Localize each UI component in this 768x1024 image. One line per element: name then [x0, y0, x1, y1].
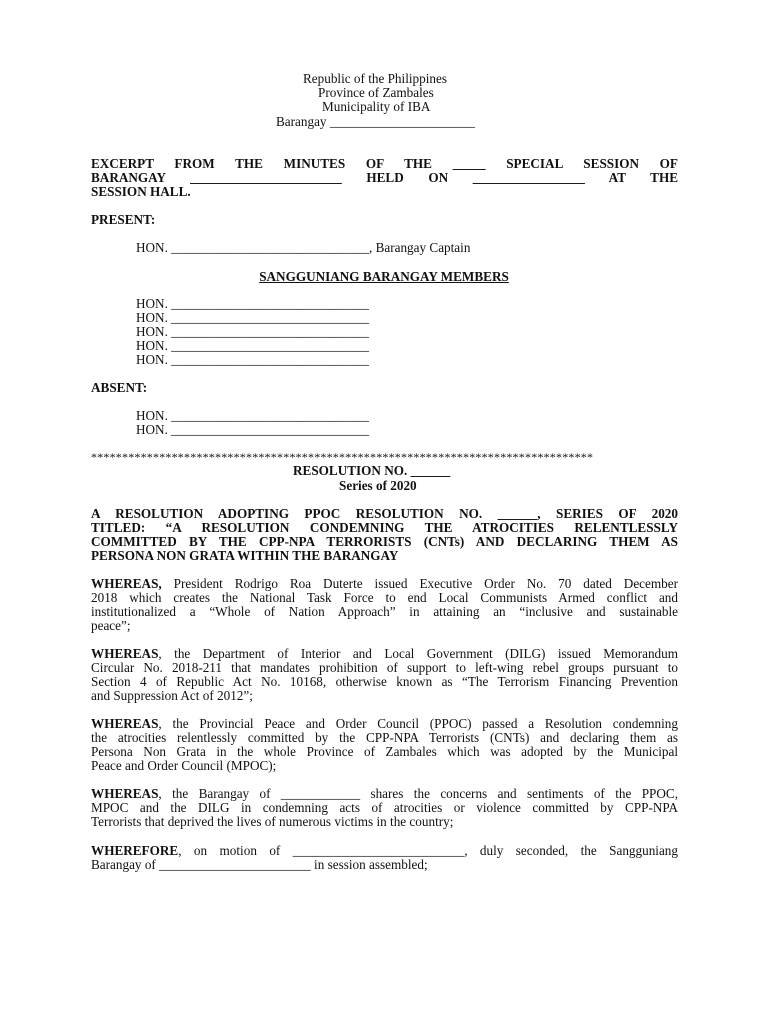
captain-line: HON. ______________________________, Barangay Captain — [136, 240, 471, 255]
member-line: HON. ______________________________ — [136, 324, 369, 339]
header-municipality: Municipality of IBA — [322, 99, 431, 114]
whereas-text: President Rodrigo Roa Duterte issued Executive Order No. 70 dated December — [161, 576, 678, 591]
header-barangay: Barangay ______________________ — [276, 114, 475, 129]
whereas-keyword: WHEREAS — [91, 786, 159, 801]
resolution-number: RESOLUTION NO. ______ — [293, 463, 451, 478]
whereas-3-line-4: Peace and Order Council (MPOC); — [91, 758, 277, 773]
excerpt-line-1: EXCERPT FROM THE MINUTES OF THE _____ SPECIAL SESSION OF — [91, 156, 678, 171]
whereas-text: , the Department of Interior and Local Government (DILG) issued Memorandum — [158, 646, 678, 661]
whereas-4-line-3: Terrorists that deprived the lives of numerous victims in the country; — [91, 814, 454, 829]
header-province: Province of Zambales — [318, 85, 434, 100]
whereas-4-line-2: MPOC and the DILG in condemning acts of atrocities or violence committed by CPP-NPA — [91, 800, 678, 815]
absent-label: ABSENT: — [91, 380, 148, 395]
whereas-text: , the Provincial Peace and Order Council (PPOC) passed a Resolution condemning — [158, 716, 678, 731]
whereas-1-line-4: peace”; — [91, 618, 131, 633]
wherefore-keyword: WHEREFORE — [91, 843, 179, 858]
whereas-2-line-4: and Suppression Act of 2012”; — [91, 688, 253, 703]
whereas-1-line-3: institutionalized a “Whole of Nation Approach” in attaining an “inclusive and sustainable — [91, 604, 678, 619]
member-line: HON. ______________________________ — [136, 338, 369, 353]
resolution-title-line: COMMITTED BY THE CPP-NPA TERRORISTS (CNTs) AND DECLARING THEM AS — [91, 534, 678, 549]
excerpt-line-3: SESSION HALL. — [91, 184, 191, 199]
member-line: HON. ______________________________ — [136, 352, 369, 367]
resolution-series: Series of 2020 — [339, 478, 417, 493]
whereas-3-line-3: Persona Non Grata in the whole Province of Zambales which was adopted by the Municipal — [91, 744, 678, 759]
members-heading: SANGGUNIANG BARANGAY MEMBERS — [259, 269, 509, 284]
whereas-keyword: WHEREAS — [91, 646, 159, 661]
absent-member-line: HON. ______________________________ — [136, 408, 369, 423]
header-republic: Republic of the Philippines — [303, 71, 447, 86]
resolution-title-line: A RESOLUTION ADOPTING PPOC RESOLUTION NO. ______, SERIES OF 2020 — [91, 506, 678, 521]
absent-member-line: HON. ______________________________ — [136, 422, 369, 437]
whereas-text: , the Barangay of ____________ shares the concerns and sentiments of the PPOC, — [158, 786, 678, 801]
asterisk-separator: ********************************************************************************* — [91, 450, 594, 464]
whereas-2-line-2: Circular No. 2018-211 that mandates prohibition of support to left-wing rebel groups pursuant to — [91, 660, 678, 675]
present-label: PRESENT: — [91, 212, 156, 227]
excerpt-line-2: BARANGAY _______________________ HELD ON _________________ AT THE — [91, 170, 678, 185]
whereas-1-line-2: 2018 which creates the National Task Force to end Local Communists Armed conflict and — [91, 590, 678, 605]
whereas-keyword: WHEREAS, — [91, 576, 162, 591]
whereas-2-line-3: Section 4 of Republic Act No. 10168, otherwise known as “The Terrorism Financing Prevention — [91, 674, 678, 689]
whereas-3-line-2: the atrocities relentlessly committed by the CPP-NPA Terrorists (CNTs) and declaring them as — [91, 730, 678, 745]
member-line: HON. ______________________________ — [136, 310, 369, 325]
wherefore-text: , on motion of __________________________, duly seconded, the Sangguniang — [178, 843, 678, 858]
member-line: HON. ______________________________ — [136, 296, 369, 311]
resolution-title-line: PERSONA NON GRATA WITHIN THE BARANGAY — [91, 548, 399, 563]
resolution-title-line: TITLED: “A RESOLUTION CONDEMNING THE ATROCITIES RELENTLESSLY — [91, 520, 678, 535]
whereas-keyword: WHEREAS — [91, 716, 159, 731]
wherefore-line-2: Barangay of _______________________ in session assembled; — [91, 857, 428, 872]
